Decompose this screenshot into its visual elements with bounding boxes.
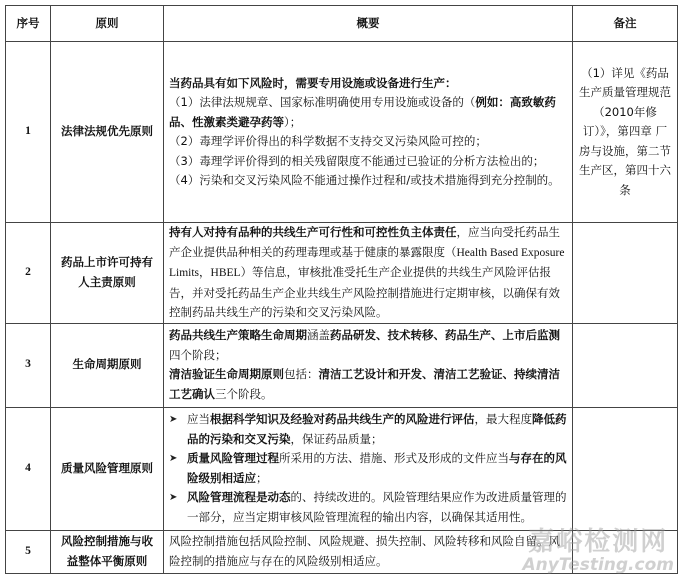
row-principle: 生命周期原则: [51, 323, 164, 407]
summary-bold: 药品共线生产策略生命周期: [169, 328, 307, 342]
summary-paragraph-2: [169, 365, 567, 404]
header-number: 序号: [6, 6, 51, 42]
row-number: 5: [6, 530, 51, 573]
row-note: [573, 407, 678, 530]
row-summary: [164, 323, 573, 407]
summary-bold: 质量风险管理过程: [187, 451, 279, 465]
header-summary: 概要: [164, 6, 573, 42]
row-note: [573, 530, 678, 573]
header-note: 备注: [573, 6, 678, 42]
summary-item-1-text: （1）法律法规规章、国家标准明确使用专用设施或设备的（: [169, 95, 476, 109]
row-note: （1）详见《药品生产质量管理规范（2010年修订）》，第四章 厂房与设施，第二节 生产区，第四十六条: [573, 42, 678, 223]
summary-text: ；: [256, 470, 268, 485]
summary-text: ，保证药品质量；: [290, 431, 383, 446]
row-summary: [164, 42, 573, 223]
row-summary: 风险控制措施包括风险控制、风险规避、损失控制、风险转移和风险自留。风险控制的措施应与存在的风险级别相适应。: [164, 530, 573, 573]
summary-text: 的、持续改进的。风险管理结果应作为改进质量管理的一部分，应当定期审核风险管理流程的输出内容，以确保其适用性。: [187, 490, 567, 524]
watermark-cn: 嘉峪检测网: [528, 527, 669, 557]
table-row: [6, 42, 678, 223]
table-row: [6, 407, 678, 530]
arrow-bullet-icon: ➤: [169, 453, 178, 464]
summary-bullet: [169, 449, 567, 488]
summary-intro: 当药品具有如下风险时，需要专用设施或设备进行生产：: [169, 75, 457, 90]
summary-bullet: [169, 410, 567, 449]
table-row: [6, 223, 678, 324]
summary-item-1-bold: 例如：高致敏药品、性激素类避孕药等: [169, 95, 556, 129]
row-summary: [164, 223, 573, 324]
summary-text: ，最大程度: [474, 412, 532, 426]
row-principle: 药品上市许可持有人主责原则: [51, 223, 164, 324]
row-principle: 法律法规优先原则: [51, 42, 164, 223]
table-header-row: [6, 6, 678, 42]
summary-bold: 药品研发、技术转移、药品生产、上市后监测: [330, 328, 560, 342]
arrow-bullet-icon: ➤: [169, 414, 178, 425]
summary-bold: 持有人对持有品种的共线生产可行性和可控性负主体责任: [169, 225, 457, 239]
summary-english-term: Health Based Exposure Limits，HBEL: [169, 246, 565, 279]
summary-bold: 与存在的风险级别相适应: [187, 451, 567, 485]
row-note: [573, 223, 678, 324]
row-number: 3: [6, 323, 51, 407]
summary-bold: 风险管理流程是动态: [187, 490, 291, 504]
table-row: [6, 530, 678, 573]
summary-item-3: （3）毒理学评价得到的相关残留限度不能通过已验证的分析方法检出的；: [169, 153, 545, 168]
summary-text: 包括：: [284, 367, 319, 381]
row-principle: 风险控制措施与收益整体平衡原则: [51, 530, 164, 573]
row-note: [573, 323, 678, 407]
summary-bold: 清洁验证生命周期原则: [169, 367, 284, 381]
summary-text-2: ）等信息，审核批准受托生产企业提供的共线生产风险评估报告，并对受托药品生产企业共线生产风险控制措施进行定期审核，以确保有效控制药品共线生产的污染和交叉污染风险。: [169, 265, 560, 319]
header-principle: 原则: [51, 6, 164, 42]
row-number: 4: [6, 407, 51, 530]
arrow-bullet-icon: ➤: [169, 492, 178, 503]
principles-table: [5, 5, 678, 574]
table-row: [6, 323, 678, 407]
summary-item-2: （2）毒理学评价得出的科学数据不支持交叉污染风险可控的；: [169, 134, 487, 148]
summary-text: 应当: [187, 412, 210, 426]
summary-text: 三个阶段。: [215, 386, 273, 401]
summary-item-1-end: ）；: [284, 114, 302, 129]
watermark-en: AnyTesting.com: [522, 555, 674, 575]
row-summary: [164, 407, 573, 530]
summary-paragraph-1: [169, 326, 567, 365]
summary-text: 涵盖: [307, 328, 330, 342]
summary-item-1: [169, 93, 567, 132]
summary-text: 所采用的方法、措施、形式及形成的文件应当: [279, 451, 509, 465]
summary-bold: 根据科学知识及经验对药品共线生产的风险进行评估: [210, 412, 475, 426]
row-number: 2: [6, 223, 51, 324]
summary-text: 四个阶段；: [169, 347, 227, 362]
summary-text: ，应当向受托药品生产企业提供品种相关的药理毒理或基于健康的暴露限度（: [169, 225, 560, 259]
row-principle: 质量风险管理原则: [51, 407, 164, 530]
summary-bold: 清洁工艺设计和开发、清洁工艺验证、持续清洁工艺确认: [169, 367, 560, 401]
row-number: 1: [6, 42, 51, 223]
summary-item-4: （4）污染和交叉污染风险不能通过操作过程和/或技术措施得到充分控制的。: [169, 173, 560, 187]
summary-bullet: [169, 488, 567, 527]
summary-bold: 降低药品的污染和交叉污染: [187, 412, 567, 446]
